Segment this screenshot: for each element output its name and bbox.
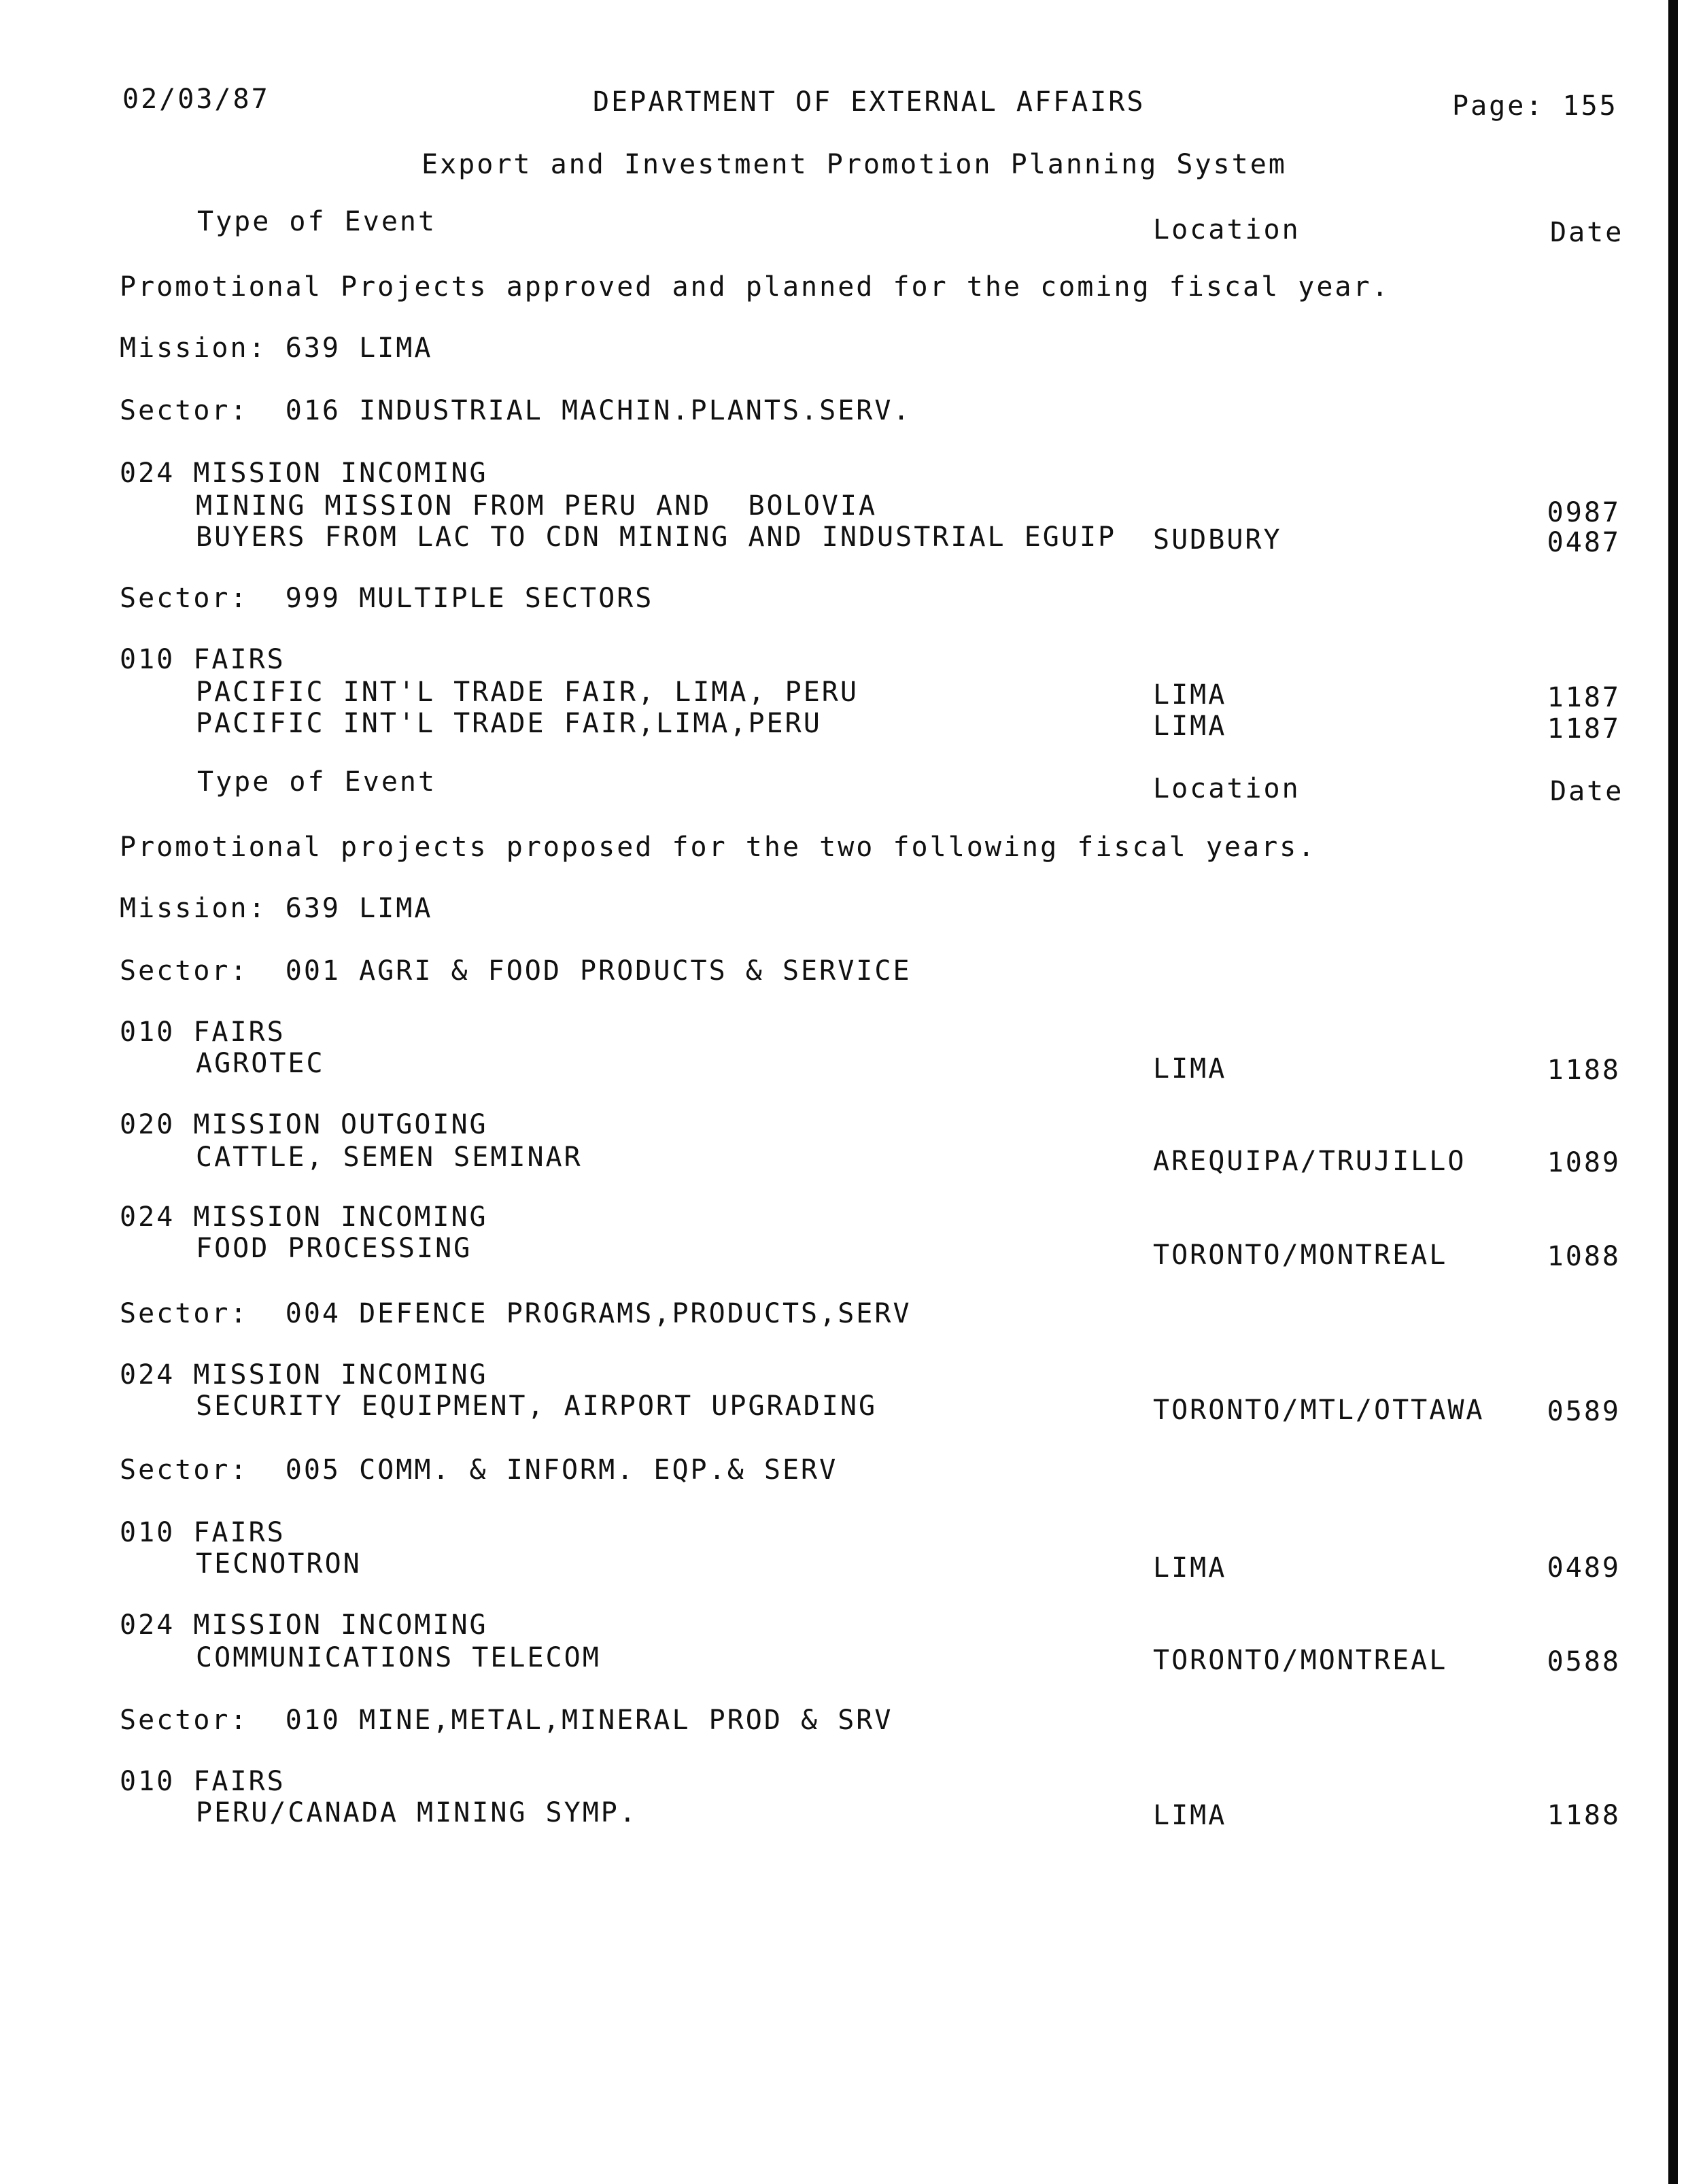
page-edge-shadow xyxy=(1668,0,1678,2184)
sector-label: Sector: 010 MINE,METAL,MINERAL PROD & SRV xyxy=(120,1705,893,1736)
sector-label: Sector: 999 MULTIPLE SECTORS xyxy=(120,583,654,614)
event-name: AGROTEC xyxy=(196,1048,325,1079)
event-name: MINING MISSION FROM PERU AND BOLOVIA xyxy=(196,490,878,522)
event-type: 010 FAIRS xyxy=(120,1517,286,1548)
section-heading: Promotional projects proposed for the two following fiscal years. xyxy=(120,832,1317,863)
event-type: 010 FAIRS xyxy=(120,1766,286,1797)
event-location: SUDBURY xyxy=(1153,524,1282,556)
event-name: PACIFIC INT'L TRADE FAIR, LIMA, PERU xyxy=(196,677,859,708)
event-date: 0489 xyxy=(1547,1552,1621,1584)
event-name: SECURITY EQUIPMENT, AIRPORT UPGRADING xyxy=(196,1390,878,1422)
event-date: 0588 xyxy=(1547,1646,1621,1677)
event-location: LIMA xyxy=(1153,711,1227,742)
system-title: Export and Investment Promotion Planning System xyxy=(422,149,1287,180)
event-name: FOOD PROCESSING xyxy=(196,1233,472,1264)
event-type: 024 MISSION INCOMING xyxy=(120,1201,488,1233)
event-date: 0987 xyxy=(1547,497,1621,528)
report-date: 02/03/87 xyxy=(122,84,270,115)
event-location: TORONTO/MTL/OTTAWA xyxy=(1153,1395,1485,1426)
event-date: 0589 xyxy=(1547,1396,1621,1427)
event-type: 024 MISSION INCOMING xyxy=(120,1609,488,1641)
event-name: PERU/CANADA MINING SYMP. xyxy=(196,1797,638,1828)
event-date: 1187 xyxy=(1547,713,1621,745)
department-title: DEPARTMENT OF EXTERNAL AFFAIRS xyxy=(593,86,1146,118)
event-location: LIMA xyxy=(1153,679,1227,711)
sector-label: Sector: 001 AGRI & FOOD PRODUCTS & SERVICE xyxy=(120,955,912,987)
event-date: 1188 xyxy=(1547,1055,1621,1086)
sector-label: Sector: 005 COMM. & INFORM. EQP.& SERV xyxy=(120,1454,838,1486)
event-location: LIMA xyxy=(1153,1053,1227,1085)
event-location: LIMA xyxy=(1153,1552,1227,1584)
section-heading: Promotional Projects approved and planned for the coming fiscal year. xyxy=(120,271,1390,303)
column-location: Location xyxy=(1153,773,1301,804)
event-type: 024 MISSION INCOMING xyxy=(120,1359,488,1390)
event-type: 010 FAIRS xyxy=(120,644,286,675)
page-number: Page: 155 xyxy=(1452,90,1618,122)
event-type: 010 FAIRS xyxy=(120,1017,286,1048)
column-date: Date xyxy=(1550,776,1624,807)
event-type: 024 MISSION INCOMING xyxy=(120,458,488,489)
column-date: Date xyxy=(1550,217,1624,248)
event-date: 1187 xyxy=(1547,682,1621,713)
event-date: 1088 xyxy=(1547,1241,1621,1272)
event-location: AREQUIPA/TRUJILLO xyxy=(1153,1146,1466,1177)
event-name: PACIFIC INT'L TRADE FAIR,LIMA,PERU xyxy=(196,708,822,739)
event-location: TORONTO/MONTREAL xyxy=(1153,1645,1448,1676)
mission-label: Mission: 639 LIMA xyxy=(120,332,433,364)
event-name: BUYERS FROM LAC TO CDN MINING AND INDUSTRIAL EGUIP xyxy=(196,522,1117,553)
event-type: 020 MISSION OUTGOING xyxy=(120,1109,488,1140)
event-name: CATTLE, SEMEN SEMINAR xyxy=(196,1142,583,1173)
event-date: 1188 xyxy=(1547,1800,1621,1831)
event-date: 1089 xyxy=(1547,1147,1621,1178)
sector-label: Sector: 004 DEFENCE PROGRAMS,PRODUCTS,SERV xyxy=(120,1298,912,1329)
mission-label: Mission: 639 LIMA xyxy=(120,893,433,924)
event-name: COMMUNICATIONS TELECOM xyxy=(196,1642,601,1673)
column-location: Location xyxy=(1153,214,1301,245)
event-location: TORONTO/MONTREAL xyxy=(1153,1240,1448,1271)
event-name: TECNOTRON xyxy=(196,1548,362,1580)
column-type-of-event: Type of Event xyxy=(197,206,437,237)
event-location: LIMA xyxy=(1153,1800,1227,1831)
column-type-of-event: Type of Event xyxy=(197,766,437,798)
event-date: 0487 xyxy=(1547,527,1621,558)
sector-label: Sector: 016 INDUSTRIAL MACHIN.PLANTS.SERV. xyxy=(120,395,912,426)
